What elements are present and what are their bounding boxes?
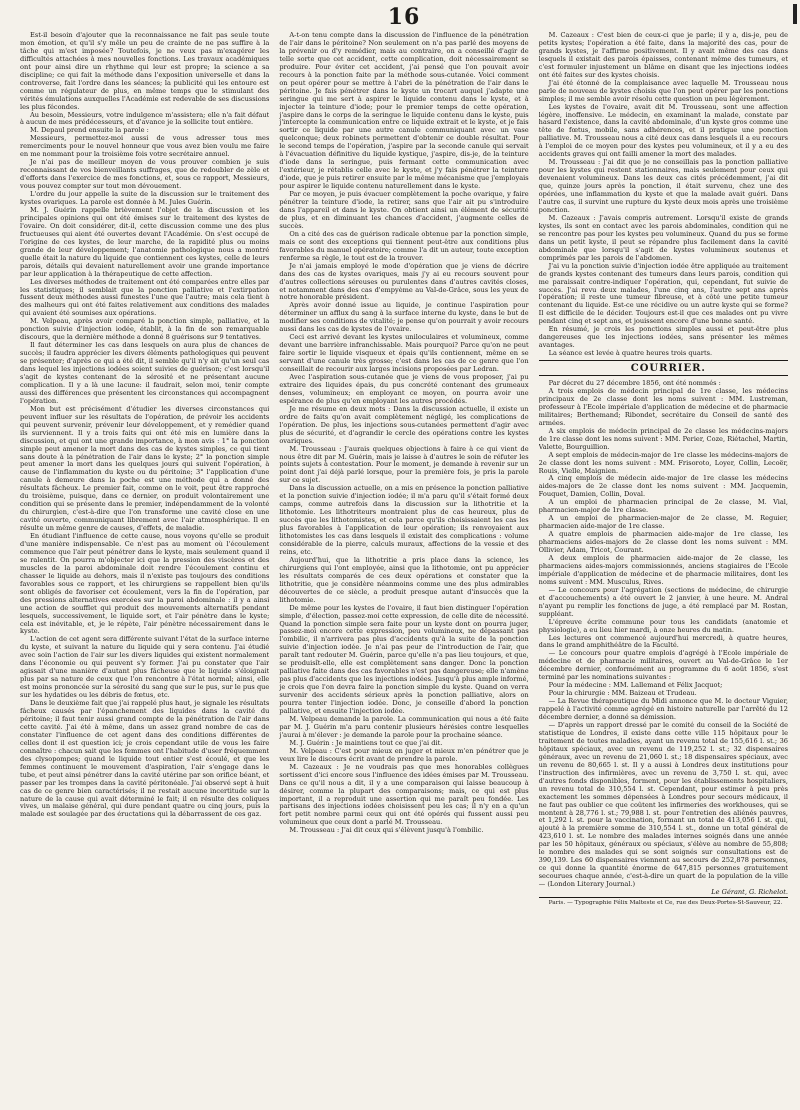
paragraph: Dans la discussion actuelle, on a mis en présence la ponction palliative et la ponction suivie d'injection iodée; il m'a paru qu'il s'était formé deux camps, comme autrefois dans la discussion sur la lithotritie et la lithotomie. Les lithotriteurs montraient plus de cas heureux, plus de succès que les lithotomistes, et cela parce qu'ils choisissaient les cas les plus favorables à l'application de leur opération; ils renvoyaient aux lithotomistes les cas dans lesquels il existait des complications : volume considérable de la pierre, calculs muraux, affections de la vessie et des reins, etc.: [279, 484, 529, 556]
paragraph: M. Cazeaux : Je ne voudrais pas que mes honorables collègues sortissent d'ici encore sous l'influence des idées émises par M. Trousseau. Dans ce qu'il nous a dit, il y a une comparaison qui laisse beaucoup à désirer, comme la plupart des comparaisons; mais, ce qui est plus important, il a reproduit une assertion qui me paraît peu fondée. Les partisans des injections iodées choisissent peu les cas; il n'y en a qu'un fort petit nombre parmi ceux qui ont été opérés qui fussent aussi peu volumineux que ceux dont a parlé M. Trousseau.: [279, 762, 529, 827]
paragraph: J'ai été étonné de la complaisance avec laquelle M. Trousseau nous parle de nouveau de kystes choisis que l'on peut opérer par les ponctions simples; il me semble avoir résolu cette question un peu légèrement.: [538, 78, 788, 103]
paragraph: A cinq emplois de médecin aide-major de 1re classe les médecins aides-majors de 2e classe dont les noms suivent : MM. Jacquemin, Fouquet, Damien, Collin, Doval.: [538, 474, 788, 499]
paragraph: — Le concours pour l'agrégation (sections de médecine, de chirurgie et d'accouchements) a été ouvert le 2 janvier, à une heure. M. Andral n'ayant pu remplir les fonctions de juge, a été remplacé par M. Rostan, suppléant.: [538, 585, 788, 618]
paragraph: — La Revue thérapeutique du Midi annonce que M. le docteur Viguier, rappelé à l'activité comme agrégé en histoire naturelle par l'arrêté du 12 décembre dernier, a donné sa démission.: [538, 697, 788, 722]
paragraph: L'action de cet agent sera différente suivant l'état de la surface interne du kyste, et suivant la nature du liquide qui y sera contenu. J'ai étudié avec soin l'action de l'air sur les divers liquides qui existent normalement dans l'économie ou qui peuvent s'y former. J'ai pu constater que l'air agissait d'une manière d'autant plus fâcheuse que le liquide s'éloignait plus par sa nature de ceux que l'on rencontre à l'état normal; ainsi, elle est moins prononcée sur la sérosité du sang que sur le pus, sur le pus que sur les hydatides ou les débris de fœtus, etc.: [20, 635, 270, 700]
paragraph: A un emploi de pharmacien principal de 2e classe, M. Vial, pharmacien-major de 1re classe.: [538, 498, 788, 515]
paragraph: Dans le deuxième fait que j'ai rappelé plus haut, je signale les résultats fâcheux causés par l'épanchement des liquides dans la cavité du péritoine; il faut tenir aussi grand compte de la pénétration de l'air dans cette cavité. J'ai été à même, dans un assez grand nombre de cas de constater l'influence de cet agent dans des conditions différentes de celles dont il est question ici; je crois cependant utile de vous les faire connaître : chacun sait que les femmes ont l'habitude d'user fréquemment des clysopompes; quand le liquide tout entier s'est écoulé, et que les femmes continuent le mouvement d'aspiration, l'air s'engage dans le tube, et peut ainsi pénétrer dans la cavité utérine par son orifice béant, et passer par les trompes dans la cavité péritonéale. J'ai observé sept à huit cas de ce genre bien caractérisés; il ne restait aucune incertitude sur la nature de la cause qui avait déterminé le fait; il en résulte des coliques vives, un malaise général, qui dure pendant quatre ou cinq jours, puis la malade est soulagée par des éructations qui la débarrassent de ces gaz.: [20, 699, 270, 819]
paragraph: M. Cazeaux : C'est bien de ceux-ci que je parle; il y a, dis-je, peu de petits kystes; l'opération a été faite, dans la majorité des cas, pour de grands kystes, je l'affirme positivement. Il y avait même des cas dans lesquels il existait des parois épaisses, contenant même des tumeurs, et c'est formuler injustement un blâme en disant que les injections iodées ont été faites sur des kystes choisis.: [538, 32, 788, 79]
paragraph: M. Velpeau demande la parole. La communication qui nous a été faite par M. J. Guérin m'a paru contenir plusieurs hérésies contre lesquelles j'aurai à m'élever : je demande la parole pour la prochaine séance.: [279, 714, 529, 739]
paragraph: M. J. Guérin rappelle brièvement l'objet de la discussion et les principales opinions qui ont été émises sur le traitement des kystes de l'ovaire. On doit considérer, dit-il, cette discussion comme une des plus fructueuses qui aient été ouvertes devant l'Académie. On s'est occupé de l'origine de ces kystes, de leur marche, de la rapidité plus ou moins grande de leur développement; l'anatomie pathologique nous a montré quelle était la nature du liquide que contiennent ces kystes, celle de leurs parois, détails qui devaient naturellement avoir une grande importance par leur application à la thérapeutique de cette affection.: [20, 205, 270, 278]
paragraph: Après avoir donné issue au liquide, je continue l'aspiration pour déterminer un afflux du sang à la surface interne du kyste, dans le but de modifier ses conditions de vitalité; je pense qu'on pourrait y avoir recours aussi dans les cas de kystes de l'ovaire.: [279, 301, 529, 334]
paragraph: Les diverses méthodes de traitement ont été comparées entre elles par les statistiques; il semblait que la ponction palliative et l'extirpation fussent deux méthodes aussi funestes l'une que l'autre; mais cela tient à des malheurs qui ont été faites relativement aux conditions des malades qui avaient été soumises aux opérations.: [20, 277, 270, 318]
paragraph: J'ai vu la ponction suivie d'injection iodée être appliquée au traitement de grands kystes contenant des tumeurs dans leurs parois, condition qui me paraissait contre-indiquer l'opération, qui, cependant, fut suivie de succès. J'ai revu deux malades, l'une cinq ans, l'autre sept ans après l'opération; il reste une tumeur fibreuse, et à côté une petite tumeur contenant du liquide. Est-ce une récidive ou un autre kyste qui se forme? Il est difficile de le décider. Toujours est-il que ces malades ont pu vivre pendant cinq et sept ans, et jouissent encore d'une bonne santé.: [538, 261, 788, 326]
paragraph: L'ordre du jour appelle la suite de la discussion sur le traitement des kystes ovariques. La parole est donnée à M. Jules Guérin.: [20, 190, 270, 207]
paragraph: M. Trousseau : J'ai dit que je ne conseillais pas la ponction palliative pour les kystes qui restent stationnaires, mais seulement pour ceux qui devenaient volumineux. Dans les deux cas cités précédemment, j'ai dit que, quinze jours après la ponction, il était survenu, chez une des opérées, une inflammation du kyste et que la malade avait guéri. Dans l'autre cas, il survint une rupture du kyste deux mois après une troisième ponction.: [538, 158, 788, 214]
paragraph: En résumé, je crois les ponctions simples aussi et peut-être plus dangereuses que les injections iodées, sans présenter les mêmes avantages.: [538, 325, 788, 350]
columns: [20, 32, 788, 1100]
signature: Le Gérant, G. Richelot.: [711, 888, 788, 897]
paragraph: Messieurs, permettez-moi aussi de vous adresser tous mes remerciments pour le nouvel honneur que vous avez bien voulu me faire en me nommant pour la troisième fois votre secrétaire annuel.: [20, 134, 270, 159]
paragraph: A-t-on tenu compte dans la discussion de l'influence de la pénétration de l'air dans le péritoine? Non seulement on n'a pas parlé des moyens de la prévenir ou d'y remédier, mais au contraire, on a conseillé d'agir de telle sorte que cet accident, cette complication, doit nécessairement se produire. Pour éviter cet accident, j'ai pensé que l'on pouvait avoir recours à la ponction faite par la méthode sous-cutanée. Voici comment on peut opérer pour se mettre à l'abri de la pénétration de l'air dans le péritoine. Je fais pénétrer dans le kyste un trocart auquel j'adapte une seringue qui me sert à aspirer le liquide contenu dans le kyste, et à injecter la teinture d'iode; pour le premier temps de cette opération, j'aspire dans le corps de la seringue le liquide contenu dans le kyste, puis j'intercepte la communication entre ce liquide extrait et le kyste, et je fais sortir ce liquide par une autre canule communiquant avec un vase quelconque; deux robinets permettent d'obtenir ce double résultat. Pour le second temps de l'opération, j'aspire par la seconde canule qui servait à l'évacuation définitive du liquide kystique, j'aspire, dis-je, de la teinture d'iode dans la seringue, puis fermant cette communication avec l'extérieur, je rétablis celle avec le kyste, et j'y fais pénétrer la teinture d'iode, que je puis retirer ensuite par le même mécanisme que j'employais pour aspirer le liquide contenu naturellement dans le kyste.: [279, 32, 529, 191]
paragraph: Par décret du 27 décembre 1856, ont été nommés :: [548, 379, 721, 388]
paragraph: Est-il besoin d'ajouter que la reconnaissance ne fait pas seule toute mon émotion, et qu'il s'y mêle un peu de crainte de ne pas suffire à la tâche qui m'est imposée? Toutefois, je ne veux pas m'exagérer les difficultés attachées à mes nouvelles fonctions. Les travaux académiques ont pour ainsi dire un rhythme qui leur est propre; la science a sa discipline; ce qui fait la méthode dans l'exposition universelle et dans la controverse, fait l'ordre dans les séances; la publicité qui les entoure est comme un régulateur de plus, en même temps que le stimulant des vérités émulations auxquelles l'Académie est redevable de ses discussions les plus fécondes.: [20, 32, 270, 111]
paragraph: A un emploi de pharmacien-major de 2e classe, M. Reguier, pharmacien aide-major de 1re classe.: [538, 514, 788, 531]
paragraph: M. J. Guérin : Je maintiens tout ce que j'ai dit.: [289, 738, 443, 747]
section-divider: [539, 360, 788, 361]
paragraph: Avec l'aspiration sous-cutanée que je viens de vous proposer, j'ai pu extraire des liquides épais, du pus concrété contenant des grumeaux denses, volumineux; en employant ce moyen, on pourra avoir une espérance de plus qu'en employant les autres procédés.: [279, 372, 529, 405]
paragraph: En étudiant l'influence de cette cause, nous voyons qu'elle se produit d'une manière indispensable. Ce n'est pas au moment où l'écoulement commence que l'air peut pénétrer dans le kyste, mais seulement quand il se ralentit. On pourra m'objecter ici que la pression des viscères et des muscles de la paroi abdominale doit rendre l'écoulement continu et chasser le liquide au dehors, mais il n'existe pas toujours des conditions favorables sous ce rapport, et les chirurgiens se rappellent bien qu'ils sont obligés de favoriser cet écoulement, vers la fin de l'opération, par des pressions alternatives exercées sur la paroi abdominale : il y a ainsi une action de soufflet qui produit des mouvements alternatifs pendant lesquels, successivement, le liquide sort, et l'air pénètre dans le kyste; cela est inévitable, et, je le répète, l'air pénètre nécessairement dans le kyste.: [20, 532, 270, 636]
paragraph: Par ce moyen, je puis évacuer complètement la poche ovarique, y faire pénétrer la teinture d'iode, la retirer, sans que l'air ait pu s'introduire dans l'appareil et dans le kyste. On obtient ainsi un élément de sécurité de plus, et en diminuant les chances d'accident, j'augmente celles de succès.: [279, 190, 529, 230]
column-2: [279, 32, 528, 1100]
paragraph: Je n'ai pas de meilleur moyen de vous prouver combien je suis reconnaissant de vos bienveillants suffrages, que de redoubler de zèle et d'efforts dans l'exercice de mes fonctions, et, sous ce rapport, Messieurs, vous pouvez compter sur tout mon dévouement.: [20, 158, 270, 191]
paragraph: Au besoin, Messieurs, votre indulgence m'assistera; elle n'a fait défaut à aucun de mes prédécesseurs, et d'avance je la sollicite tout entière.: [20, 110, 270, 127]
paragraph: Je n'ai jamais employé le mode d'opération que je viens de décrire dans des cas de kystes ovariques, mais j'y ai eu recours souvent pour d'autres collections séreuses ou purulentes dans d'autres cavités closes, et notamment dans des cas d'empyème au Val-de-Grâce, sous les yeux de notre honorable président.: [279, 261, 529, 302]
paragraph: A trois emplois de médecin principal de 1re classe, les médecins principaux de 2e classe dont les noms suivent : MM. Lustreman, professeur à l'Ecole impériale d'application de médecine et de pharmacie militaires; Berthemand; Ribondet, secrétaire du Conseil de santé des armées.: [538, 386, 788, 427]
paragraph: Je me résume en deux mots : Dans la discussion actuelle, il existe un ordre de faits qu'on avait complètement négligé, les complications de l'opération. De plus, les injections sous-cutanées permettent d'agir avec plus de sécurité, et d'agrandir le cercle des opérations contre les kystes ovariques.: [279, 404, 529, 445]
paragraph: Ceci est arrivé devant les kystes uniloculaires et volumineux, comme devant une barrière infranchissable. Mais pourquoi? Parce qu'on ne peut faire sortir le liquide visqueux et épais qu'ils contiennent, même en se servant d'une canule très grosse; c'est dans les cas de ce genre que l'on conseillait de recourir aux larges incisions proposées par Ledran.: [279, 333, 529, 374]
margin-mark: [793, 4, 797, 24]
paragraph: De même pour les kystes de l'ovaire, il faut bien distinguer l'opération simple, d'élection, passez-moi cette expression, de celle dite de nécessité. Quand la ponction simple sera faite pour un kyste dont on pourra juger, passez-moi encore cette expression, peu volumineux, ne dépassant pas l'ombilic, il n'arrivera pas plus d'accidents qu'à la suite de la ponction suivie d'injection iodée. Je n'ai pas peur de l'introduction de l'air, que paraît tant redouter M. Guérin, parce qu'elle n'a pas lieu toujours, et que, se produisît-elle, elle est complètement sans danger. Donc la ponction palliative faite dans des cas favorables n'est pas dangereuse; elle n'amène pas plus d'accidents que les injections iodées. Jusqu'à plus ample informé, je crois que l'on devra faire la ponction simple du kyste. Quand on verra survenir des accidents sérieux après la ponction palliative, alors on pourra tenter l'injection iodée. Donc, je conseille d'abord la ponction palliative, et ensuite l'injection iodée.: [279, 603, 529, 716]
paragraph: La séance est levée à quatre heures trois quarts.: [548, 349, 713, 358]
paragraph: M. Cazeaux : J'avais compris autrement. Lorsqu'il existe de grands kystes, ils sont en contact avec les parois abdominales, condition qui ne se rencontre pas pour les kystes peu volumineux. Quand du pus se forme dans un petit kyste, il peut se répandre plus facilement dans la cavité abdominale que lorsqu'il s'agit de kystes volumineux soutenus et comprimés par les parois de l'abdomen.: [538, 213, 788, 262]
paragraph: M. Trousseau : J'aurais quelques objections à faire à ce qui vient de nous être dit par M. Guérin, mais je laisse à d'autres le soin de réfuter les points sujets à contestation. Pour le moment, je demande à revenir sur un point dont j'ai déjà parlé lorsque, pour la première fois, je pris la parole sur ce sujet.: [279, 444, 529, 485]
paragraph: Les kystes de l'ovaire, avait dit M. Trousseau, sont une affection légère, inoffensive. Le médecin, en examinant la malade, constate par hasard l'existence, dans la cavité abdominale, d'un kyste gros comme une tête de fœtus, mobile, sans adhérences, et il pratique une ponction palliative. M. Trousseau nous a cité deux cas dans lesquels il a eu recours à l'emploi de ce moyen pour des kystes peu volumineux, et il y a eu des accidents graves qui ont failli amener la mort des malades.: [538, 102, 788, 159]
column-3: [539, 32, 788, 1100]
paragraph: A quatre emplois de pharmacien aide-major de 1re classe, les pharmaciens aides-majors de 2e classe dont les noms suivent : MM. Ollivier, Adam, Tricot, Courant.: [538, 530, 788, 555]
paragraph: A sept emplois de médecin-major de 1re classe les médecins-majors de 2e classe dont les noms suivent : MM. Frisoroto, Loyer, Collin, Lecoër, Rouis, Vielle, Maignien.: [538, 450, 788, 475]
section-divider: [539, 375, 788, 376]
paragraph: — D'après un rapport dressé par le comité du conseil de la Société de statistique de Londres, il existe dans cette ville 115 hôpitaux pour le traitement de toutes maladies, ayant un revenu total de 155,616 l. st.; 36 hôpitaux spéciaux, avec un revenu de 119,252 l. st.; 32 dispensaires généraux, avec un revenu de 21,060 l. st.; 18 dispensaires spéciaux, avec un revenu de 80,665 l. st. Il y a aussi à Londres deux institutions pour l'instruction des infirmières, avec un revenu de 3,750 l. st. qui, avec d'autres fonds disponibles, forment, pour les établissements hospitaliers, un revenu total de 310,554 l. st. Cependant, pour estimer à peu près exactement les sommes dépensées à Londres pour secours médicaux, il ne faut pas oublier ce que coûtent les infirmeries des workhouses, qui se montent à 28,776 l. st.; 79,988 l. st. pour l'entretien des aliénés pauvres, et 1,292 l. st. pour la vaccination, formant un total de 413,056 l. st. qui, ajouté à la première somme de 310,554 l. st., donne un total général de 423,610 l. st. Le nombre des malades internes soignés dans une année par les 50 hôpitaux, généraux ou spéciaux, s'élève au nombre de 55,808; le nombre des malades qui se sont soignés sur consultations est de 390,139. Les 60 dispensaires viennent au secours de 252,878 personnes, ce qui donne la quantité énorme de 647,815 personnes gratuitement secourues chaque année, c'est-à-dire un quart de la population de la ville — (London Literary Journal.): [538, 721, 788, 889]
section-title-courrier: COURRIER.: [630, 363, 706, 375]
paragraph: Les lectures ont commencé aujourd'hui mercredi, à quatre heures, dans le grand amphithéâtre de la Faculté.: [538, 633, 788, 650]
paragraph: On a cité des cas de guérison radicale obtenue par la ponction simple, mais ce sont des exceptions qui tiennent peut-être aux conditions plus favorables du manuel opératoire; comme l'a dit un auteur, toute exception renferme sa règle, le tout est de la trouver.: [279, 229, 529, 262]
paragraph: Mon but est précisément d'étudier les diverses circonstances qui peuvent influer sur les résultats de l'opération, de prévoir les accidents qui peuvent survenir, prévenir leur développement, et y remédier quand ils surviennent. Il y a trois faits qui ont été mis en lumière dans la discussion, et qui ont une grande importance, à mon avis : 1° la ponction simple peut amener la mort dans des cas de kystes simples, ce qui tient sans doute à la pénétration de l'air dans le kyste; 2° la ponction simple peut amener la mort dans les quelques jours qui suivent l'opération, à cause de l'inflammation du kyste ou du péritoine; 3° l'application d'une canule à demeure dans la poche est une méthode qui a donné des résultats fâcheux. Le premier fait, comme on le voit, peut être rapproché du troisième, puisque, dans ce dernier, on produit volontairement une condition qui se présente dans le premier, indépendamment de la volonté du chirurgien, c'est-à-dire que l'on transforme une cavité close en une cavité ouverte, communiquant librement avec l'air atmosphérique. Il en résulte un même genre de causes, d'effets, de maladie.: [20, 404, 270, 533]
paragraph: M. Velpeau, après avoir comparé la ponction simple, palliative, et la ponction suivie d'injection iodée, établit, à la fin de son remarquable discours, que la dernière méthode a donné 8 guérisons sur 9 tentatives.: [20, 317, 270, 342]
imprint: Paris. — Typographie Félix Malteste et Ce, rue des Deux-Portes-St-Sauveur, 22.: [539, 897, 788, 907]
paragraph: M. Velpeau : C'est pour mieux en juger et mieux m'en pénétrer que je veux lire le discours écrit avant de prendre la parole.: [279, 746, 529, 763]
column-1: [20, 32, 269, 1100]
paragraph: A six emplois de médecin principal de 2e classe les médecins-majors de 1re classe dont les noms suivent : MM. Perier, Coze, Riétachel, Martin, Valette, Bourguillion.: [538, 426, 788, 451]
paragraph: — Le concours pour quatre emplois d'agrégé à l'Ecole impériale de médecine et de pharmacie militaires, ouvert au Val-de-Grâce le 1er décembre dernier, conformément au programme du 6 août 1856, s'est terminé par les nominations suivantes :: [538, 649, 788, 682]
paragraph: L'épreuve écrite commune pour tous les candidats (anatomie et physiologie), a eu lieu hier mardi, à onze heures du matin.: [538, 617, 788, 634]
paragraph: M. Trousseau : J'ai dit ceux qui s'élèvent jusqu'à l'ombilic.: [289, 826, 484, 835]
page-number: 16: [387, 4, 421, 30]
paragraph: Aujourd'hui, que la lithotritie a pris place dans la science, les chirurgiens qui l'ont employée, ainsi que la lithotomie, ont pu apprécier les résultats comparés de ces deux opérations et constater que la lithotritie, que je considère néanmoins comme une des plus admirables découvertes de ce siècle, a produit presque autant d'insuccès que la lithotomie.: [279, 555, 529, 604]
paragraph: M. Depaul prend ensuite la parole :: [30, 126, 149, 135]
paragraph: Il faut déterminer les cas dans lesquels on aura plus de chances de succès; il faudra apprécier les divers éléments pathologiques qui peuvent se présenter; d'après ce qui a été dit, il semble qu'il n'y ait qu'un seul cas dans lequel les injections iodées soient suivies de guérison; c'est lorsqu'il s'agit de kystes contenant de la sérosité et ne présentant aucune complication. Il y a là une lacune: il faudrait, selon moi, tenir compte aussi des différences que présentent les circonstances qui accompagnent l'opération.: [20, 341, 270, 405]
paragraph: Pour la chirurgie : MM. Baizeau et Trudeau.: [548, 689, 697, 698]
paragraph: A deux emplois de pharmacien aide-major de 2e classe, les pharmaciens aides-majors commissionnés, anciens stagiaires de l'Ecole impériale d'application de médecine et de pharmacie militaires, dont les noms suivent : MM. Musculus, Rives.: [538, 554, 788, 586]
paragraph: Pour la médecine : MM. Lallemand et Félix Jacquot;: [548, 681, 723, 690]
